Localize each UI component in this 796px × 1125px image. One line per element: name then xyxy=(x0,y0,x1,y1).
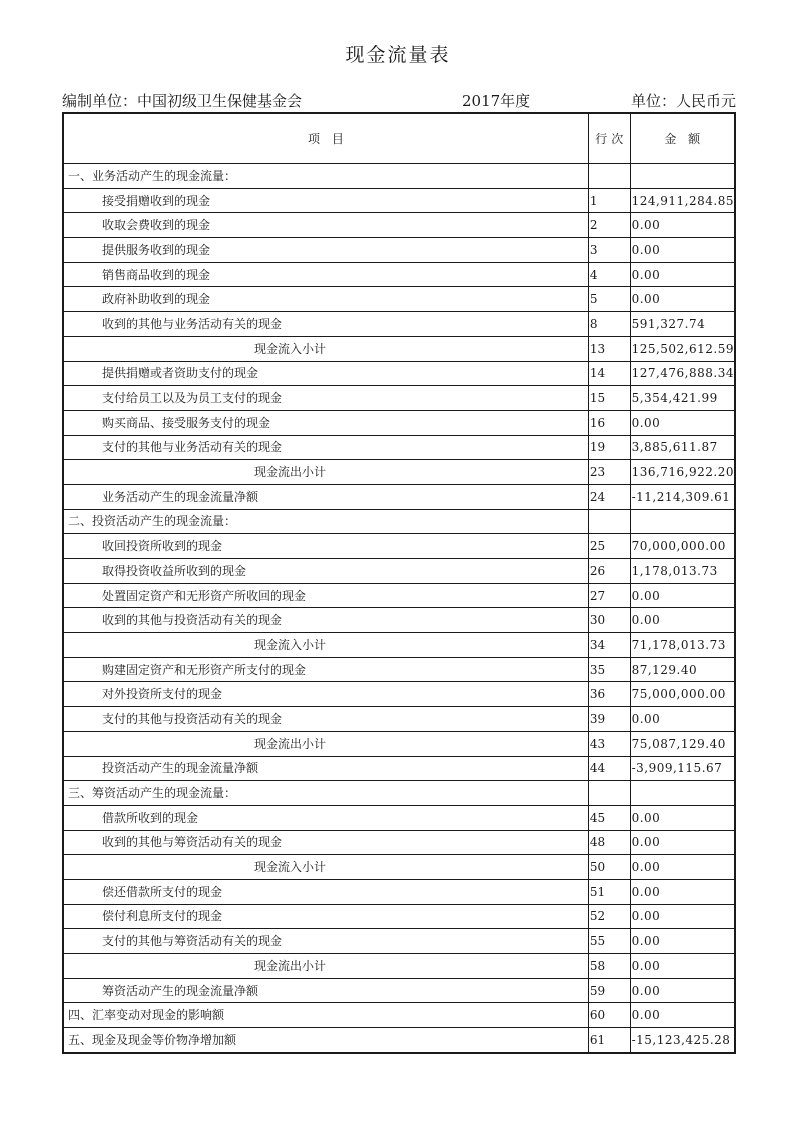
table-row xyxy=(63,361,735,386)
row-line-number: 61 xyxy=(588,1028,630,1053)
table-row xyxy=(63,805,735,830)
row-amount xyxy=(630,164,735,189)
row-line-number xyxy=(588,509,630,534)
row-item-label: 接受捐赠收到的现金 xyxy=(63,188,588,213)
row-amount: 0.00 xyxy=(630,1003,735,1028)
table-row xyxy=(63,336,735,361)
row-amount: 0.00 xyxy=(630,410,735,435)
row-line-number: 55 xyxy=(588,929,630,954)
row-item-label: 收到的其他与业务活动有关的现金 xyxy=(63,312,588,337)
row-line-number: 60 xyxy=(588,1003,630,1028)
row-line-number: 52 xyxy=(588,904,630,929)
row-line-number: 15 xyxy=(588,386,630,411)
report-period: 2017年度 xyxy=(462,92,531,110)
row-amount: 591,327.74 xyxy=(630,312,735,337)
row-line-number: 3 xyxy=(588,238,630,263)
row-amount: -3,909,115.67 xyxy=(630,756,735,781)
row-item-label: 收到的其他与筹资活动有关的现金 xyxy=(63,830,588,855)
row-item-label: 一、业务活动产生的现金流量： xyxy=(63,164,588,189)
row-line-number: 35 xyxy=(588,657,630,682)
row-amount: 0.00 xyxy=(630,929,735,954)
row-line-number: 51 xyxy=(588,879,630,904)
row-item-label: 处置固定资产和无形资产所收回的现金 xyxy=(63,583,588,608)
row-amount: 71,178,013.73 xyxy=(630,633,735,658)
row-line-number: 4 xyxy=(588,262,630,287)
table-row xyxy=(63,1028,735,1053)
table-row xyxy=(63,954,735,979)
table-row xyxy=(63,435,735,460)
table-row xyxy=(63,731,735,756)
row-amount: 0.00 xyxy=(630,707,735,732)
row-line-number: 19 xyxy=(588,435,630,460)
row-item-label: 投资活动产生的现金流量净额 xyxy=(63,756,588,781)
row-line-number: 13 xyxy=(588,336,630,361)
row-amount: 5,354,421.99 xyxy=(630,386,735,411)
table-row xyxy=(63,855,735,880)
row-amount: 87,129.40 xyxy=(630,657,735,682)
table-row xyxy=(63,188,735,213)
row-line-number: 26 xyxy=(588,559,630,584)
table-row xyxy=(63,213,735,238)
cash-flow-table xyxy=(62,112,736,1054)
row-amount: 0.00 xyxy=(630,287,735,312)
row-amount: 0.00 xyxy=(630,583,735,608)
row-line-number: 45 xyxy=(588,805,630,830)
table-row xyxy=(63,657,735,682)
row-item-label: 三、筹资活动产生的现金流量： xyxy=(63,781,588,806)
row-line-number: 59 xyxy=(588,978,630,1003)
table-row xyxy=(63,386,735,411)
row-line-number: 25 xyxy=(588,534,630,559)
table-row xyxy=(63,559,735,584)
table-row xyxy=(63,707,735,732)
row-item-label: 购建固定资产和无形资产所支付的现金 xyxy=(63,657,588,682)
row-amount: 75,087,129.40 xyxy=(630,731,735,756)
table-row xyxy=(63,164,735,189)
row-amount: 0.00 xyxy=(630,262,735,287)
row-line-number: 44 xyxy=(588,756,630,781)
row-item-label: 支付的其他与筹资活动有关的现金 xyxy=(63,929,588,954)
row-amount: 0.00 xyxy=(630,608,735,633)
row-line-number: 58 xyxy=(588,954,630,979)
row-line-number: 30 xyxy=(588,608,630,633)
table-row xyxy=(63,583,735,608)
table-header-row xyxy=(63,113,735,164)
table-row xyxy=(63,410,735,435)
row-line-number xyxy=(588,164,630,189)
table-row xyxy=(63,879,735,904)
table-row xyxy=(63,534,735,559)
table-row xyxy=(63,978,735,1003)
row-line-number: 39 xyxy=(588,707,630,732)
table-row xyxy=(63,460,735,485)
table-row xyxy=(63,262,735,287)
row-item-label: 现金流出小计 xyxy=(63,460,588,485)
row-line-number: 2 xyxy=(588,213,630,238)
row-line-number xyxy=(588,781,630,806)
table-row xyxy=(63,830,735,855)
row-line-number: 16 xyxy=(588,410,630,435)
row-amount xyxy=(630,781,735,806)
currency-unit: 单位：人民币元 xyxy=(630,92,736,110)
row-item-label: 现金流入小计 xyxy=(63,336,588,361)
preparing-organization: 编制单位：中国初级卫生保健基金会 xyxy=(62,92,303,110)
table-row xyxy=(63,312,735,337)
table-row xyxy=(63,287,735,312)
table-row xyxy=(63,1003,735,1028)
row-amount xyxy=(630,509,735,534)
row-line-number: 36 xyxy=(588,682,630,707)
row-item-label: 偿付利息所支付的现金 xyxy=(63,904,588,929)
row-amount: 0.00 xyxy=(630,904,735,929)
row-item-label: 四、汇率变动对现金的影响额 xyxy=(63,1003,588,1028)
row-item-label: 政府补助收到的现金 xyxy=(63,287,588,312)
row-amount: 124,911,284.85 xyxy=(630,188,735,213)
row-item-label: 取得投资收益所收到的现金 xyxy=(63,559,588,584)
table-row xyxy=(63,781,735,806)
row-line-number: 48 xyxy=(588,830,630,855)
row-item-label: 借款所收到的现金 xyxy=(63,805,588,830)
row-item-label: 支付给员工以及为员工支付的现金 xyxy=(63,386,588,411)
row-line-number: 43 xyxy=(588,731,630,756)
row-line-number: 50 xyxy=(588,855,630,880)
row-amount: 0.00 xyxy=(630,855,735,880)
header-item: 项 目 xyxy=(63,113,588,164)
row-line-number: 8 xyxy=(588,312,630,337)
row-item-label: 现金流入小计 xyxy=(63,633,588,658)
header-amount: 金 额 xyxy=(630,113,735,164)
row-item-label: 销售商品收到的现金 xyxy=(63,262,588,287)
row-line-number: 27 xyxy=(588,583,630,608)
table-row xyxy=(63,904,735,929)
row-item-label: 二、投资活动产生的现金流量： xyxy=(63,509,588,534)
row-item-label: 支付的其他与投资活动有关的现金 xyxy=(63,707,588,732)
row-amount: -11,214,309.61 xyxy=(630,484,735,509)
row-item-label: 现金流出小计 xyxy=(63,954,588,979)
header-line-number: 行次 xyxy=(588,113,630,164)
page-title: 现金流量表 xyxy=(345,44,451,66)
row-line-number: 14 xyxy=(588,361,630,386)
row-item-label: 现金流出小计 xyxy=(63,731,588,756)
row-amount: 0.00 xyxy=(630,213,735,238)
table-row xyxy=(63,509,735,534)
row-item-label: 收回投资所收到的现金 xyxy=(63,534,588,559)
row-amount: -15,123,425.28 xyxy=(630,1028,735,1053)
table-row xyxy=(63,929,735,954)
row-amount: 125,502,612.59 xyxy=(630,336,735,361)
row-amount: 127,476,888.34 xyxy=(630,361,735,386)
row-line-number: 34 xyxy=(588,633,630,658)
row-item-label: 支付的其他与业务活动有关的现金 xyxy=(63,435,588,460)
row-item-label: 对外投资所支付的现金 xyxy=(63,682,588,707)
row-item-label: 提供捐赠或者资助支付的现金 xyxy=(63,361,588,386)
row-amount: 0.00 xyxy=(630,879,735,904)
table-row xyxy=(63,238,735,263)
row-line-number: 23 xyxy=(588,460,630,485)
row-item-label: 提供服务收到的现金 xyxy=(63,238,588,263)
row-amount: 75,000,000.00 xyxy=(630,682,735,707)
row-item-label: 收到的其他与投资活动有关的现金 xyxy=(63,608,588,633)
report-meta xyxy=(62,90,736,114)
row-amount: 0.00 xyxy=(630,978,735,1003)
row-item-label: 偿还借款所支付的现金 xyxy=(63,879,588,904)
row-item-label: 五、现金及现金等价物净增加额 xyxy=(63,1028,588,1053)
row-line-number: 24 xyxy=(588,484,630,509)
table-row xyxy=(63,756,735,781)
row-amount: 0.00 xyxy=(630,238,735,263)
row-amount: 70,000,000.00 xyxy=(630,534,735,559)
table-row xyxy=(63,633,735,658)
row-amount: 3,885,611.87 xyxy=(630,435,735,460)
row-item-label: 收取会费收到的现金 xyxy=(63,213,588,238)
row-amount: 136,716,922.20 xyxy=(630,460,735,485)
row-item-label: 筹资活动产生的现金流量净额 xyxy=(63,978,588,1003)
row-line-number: 5 xyxy=(588,287,630,312)
row-amount: 0.00 xyxy=(630,805,735,830)
row-amount: 0.00 xyxy=(630,954,735,979)
table-row xyxy=(63,484,735,509)
row-amount: 0.00 xyxy=(630,830,735,855)
row-item-label: 业务活动产生的现金流量净额 xyxy=(63,484,588,509)
row-item-label: 现金流入小计 xyxy=(63,855,588,880)
row-item-label: 购买商品、接受服务支付的现金 xyxy=(63,410,588,435)
row-amount: 1,178,013.73 xyxy=(630,559,735,584)
row-line-number: 1 xyxy=(588,188,630,213)
table-row xyxy=(63,682,735,707)
table-row xyxy=(63,608,735,633)
